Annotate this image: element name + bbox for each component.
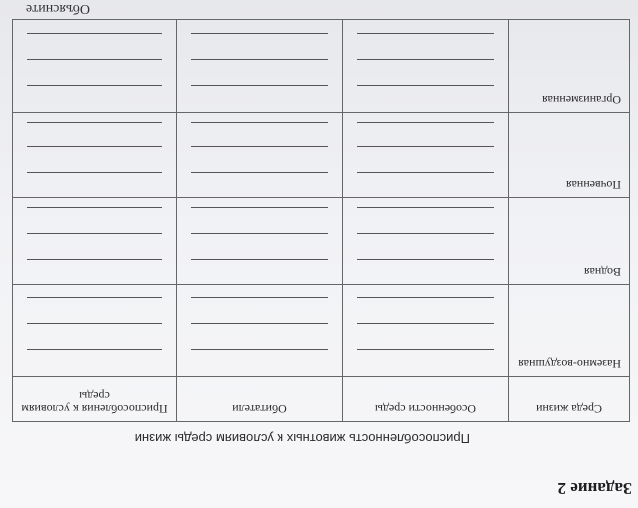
table-row — [13, 198, 630, 285]
answer-line[interactable] — [357, 297, 494, 298]
answer-line[interactable] — [357, 349, 494, 350]
header-inhabitants — [177, 377, 343, 422]
row-label-land-air — [509, 285, 630, 377]
row-label-text: Организменная — [542, 93, 621, 107]
task-title: Задание 2 — [557, 479, 632, 498]
answer-line[interactable] — [27, 122, 162, 123]
answer-line[interactable] — [27, 207, 162, 208]
answer-line[interactable] — [27, 146, 162, 147]
answer-line[interactable] — [357, 323, 494, 324]
answer-line[interactable] — [27, 59, 162, 60]
answer-line[interactable] — [27, 349, 162, 350]
answer-cell[interactable] — [177, 20, 343, 113]
answer-line[interactable] — [357, 233, 494, 234]
answer-cell[interactable] — [177, 285, 343, 377]
answer-cell[interactable] — [343, 113, 509, 198]
header-environment-label: Среда жизни — [536, 402, 602, 416]
answer-line[interactable] — [357, 85, 494, 86]
answer-line[interactable] — [357, 146, 494, 147]
row-label-text: Почвенная — [565, 178, 621, 192]
answer-line[interactable] — [191, 207, 328, 208]
answer-line[interactable] — [191, 297, 328, 298]
answer-cell[interactable] — [13, 198, 177, 285]
answer-line[interactable] — [27, 33, 162, 34]
table-row — [13, 20, 630, 113]
header-inhabitants-label: Обитатели — [232, 402, 287, 416]
answer-line[interactable] — [357, 207, 494, 208]
answer-line[interactable] — [357, 59, 494, 60]
answer-cell[interactable] — [343, 198, 509, 285]
answer-line[interactable] — [191, 122, 328, 123]
header-row — [13, 377, 630, 422]
row-label-organism — [509, 20, 630, 113]
answer-line[interactable] — [191, 323, 328, 324]
answer-line[interactable] — [191, 259, 328, 260]
answer-line[interactable] — [27, 297, 162, 298]
answer-cell[interactable] — [343, 285, 509, 377]
answer-line[interactable] — [191, 349, 328, 350]
answer-line[interactable] — [357, 122, 494, 123]
header-features-label: Особенности среды — [374, 402, 477, 416]
answer-line[interactable] — [27, 85, 162, 86]
row-label-water — [509, 198, 630, 285]
answer-line[interactable] — [27, 233, 162, 234]
answer-cell[interactable] — [177, 113, 343, 198]
answer-line[interactable] — [191, 233, 328, 234]
answer-cell[interactable] — [343, 20, 509, 113]
answer-cell[interactable] — [177, 198, 343, 285]
answer-line[interactable] — [357, 259, 494, 260]
row-label-text: Наземно-воздушная — [518, 357, 621, 371]
table-row — [13, 113, 630, 198]
corner-text: Объясните — [25, 1, 90, 16]
header-features — [343, 377, 509, 422]
adaptation-table — [12, 19, 630, 422]
table-row — [13, 285, 630, 377]
answer-cell[interactable] — [13, 20, 177, 113]
header-adaptations-label: Приспособления к условиям среды — [21, 389, 168, 416]
answer-line[interactable] — [357, 172, 494, 173]
answer-line[interactable] — [191, 85, 328, 86]
answer-line[interactable] — [191, 172, 328, 173]
table-title: Приспособленность животных к условиям среды жизни — [134, 431, 470, 446]
answer-line[interactable] — [357, 33, 494, 34]
answer-line[interactable] — [27, 259, 162, 260]
answer-cell[interactable] — [13, 285, 177, 377]
answer-line[interactable] — [27, 323, 162, 324]
answer-line[interactable] — [191, 33, 328, 34]
answer-cell[interactable] — [13, 113, 177, 198]
answer-line[interactable] — [191, 146, 328, 147]
header-environment — [509, 377, 630, 422]
answer-line[interactable] — [191, 59, 328, 60]
header-adaptations — [13, 377, 177, 422]
row-label-text: Водная — [583, 265, 621, 279]
answer-line[interactable] — [27, 172, 162, 173]
row-label-soil — [509, 113, 630, 198]
